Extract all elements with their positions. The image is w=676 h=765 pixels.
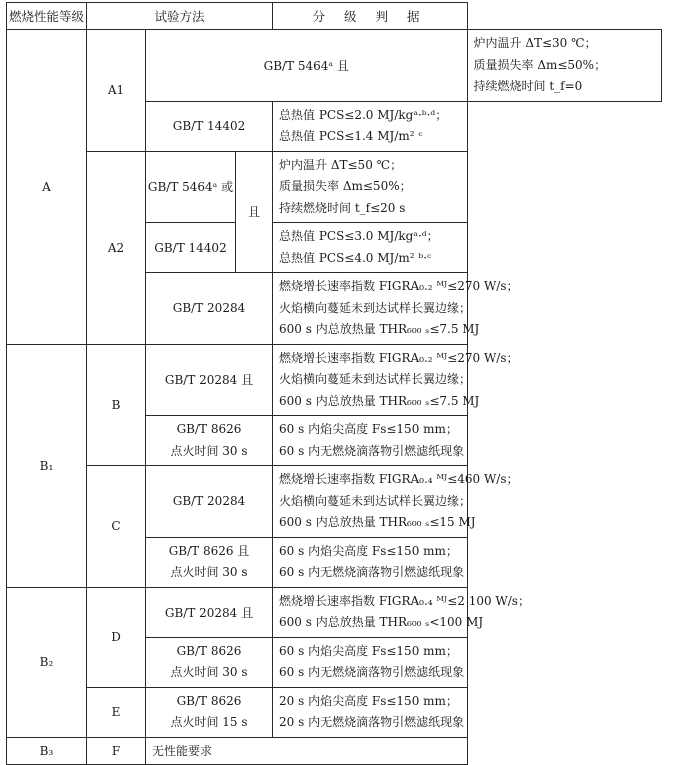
- method-cell: [146, 537, 273, 587]
- method-cell: [146, 416, 273, 466]
- grade-cell-a: A: [7, 30, 87, 345]
- table-row: [7, 737, 662, 764]
- criteria-line: 60 s 内焰尖高度 Fs≤150 mm；: [279, 422, 458, 436]
- criteria-cell: [273, 273, 519, 345]
- criteria-line: 总热值 PCS≤2.0 MJ/kgᵃ·ᵇ·ᵈ；: [279, 107, 448, 122]
- criteria-line: 60 s 内无燃烧滴落物引燃滤纸现象: [279, 565, 465, 579]
- criteria-cell: [273, 223, 467, 273]
- criteria-line: 60 s 内无燃烧滴落物引燃滤纸现象: [279, 443, 465, 458]
- grade-cell-b1: B₁: [7, 344, 87, 587]
- criteria-cell: [273, 637, 467, 687]
- subgrade-cell-f: F: [87, 737, 146, 764]
- criteria-line: 炉内温升 ΔT≤50 ℃；: [279, 157, 403, 172]
- method-line: 点火时间 30 s: [170, 665, 248, 679]
- criteria-line: 燃烧增长速率指数 FIGRA₀.₄ ᴹᴶ≤2 100 W/s；: [279, 593, 530, 608]
- table-row: [7, 466, 662, 538]
- subgrade-cell-a2: A2: [87, 151, 146, 344]
- method-cell: GB/T 14402: [146, 101, 273, 151]
- header-method: 试验方法: [87, 3, 273, 30]
- table-row: [7, 30, 662, 102]
- criteria-line: 燃烧增长速率指数 FIGRA₀.₂ ᴹᴶ≤270 W/s；: [279, 279, 519, 293]
- criteria-cell: [273, 101, 467, 151]
- criteria-line: 60 s 内焰尖高度 Fs≤150 mm；: [279, 543, 458, 558]
- method-cell: GB/T 20284 且: [146, 587, 273, 637]
- method-cell: GB/T 5464ᵃ 或: [146, 151, 236, 223]
- method-line: GB/T 8626: [176, 693, 242, 708]
- criteria-line: 燃烧增长速率指数 FIGRA₀.₂ ᴹᴶ≤270 W/s；: [279, 350, 519, 365]
- criteria-cell: [273, 537, 467, 587]
- no-requirement-cell: 无性能要求: [146, 737, 468, 764]
- criteria-line: 火焰横向蔓延未到达试样长翼边缘；: [279, 372, 472, 386]
- criteria-line: 燃烧增长速率指数 FIGRA₀.₄ ᴹᴶ≤460 W/s；: [279, 472, 519, 486]
- method-line: GB/T 8626: [176, 422, 242, 436]
- table-row: [7, 687, 662, 737]
- method-cell: GB/T 20284: [146, 466, 273, 538]
- header-grade: 燃烧性能等级: [7, 3, 87, 30]
- criteria-line: 20 s 内无燃烧滴落物引燃滤纸现象: [279, 715, 465, 729]
- and-connector-cell: 且: [236, 151, 273, 273]
- method-line: 点火时间 30 s: [170, 565, 248, 579]
- criteria-cell: [273, 151, 467, 223]
- method-cell: [146, 687, 273, 737]
- method-cell: GB/T 20284 且: [146, 344, 273, 416]
- criteria-line: 600 s 内总放热量 THR₆₀₀ ₛ≤7.5 MJ: [279, 393, 480, 408]
- criteria-line: 600 s 内总放热量 THR₆₀₀ ₛ<100 MJ: [279, 615, 484, 629]
- method-cell: GB/T 14402: [146, 223, 236, 273]
- criteria-line: 60 s 内无燃烧滴落物引燃滤纸现象: [279, 665, 465, 679]
- method-line: GB/T 8626 且: [168, 543, 250, 558]
- criteria-line: 60 s 内焰尖高度 Fs≤150 mm；: [279, 643, 458, 658]
- method-line: 点火时间 30 s: [170, 443, 248, 458]
- method-cell: GB/T 5464ᵃ 且: [146, 30, 468, 102]
- method-cell: [146, 637, 273, 687]
- criteria-line: 炉内温升 ΔT≤30 ℃；: [473, 36, 597, 50]
- criteria-line: 总热值 PCS≤4.0 MJ/m² ᵇ·ᶜ: [279, 250, 432, 265]
- fire-classification-table: [6, 2, 662, 765]
- header-criteria: 分 级 判 据: [273, 3, 467, 30]
- grade-cell-b3: B₃: [7, 737, 87, 764]
- header-row: [7, 3, 662, 30]
- criteria-line: 600 s 内总放热量 THR₆₀₀ ₛ≤7.5 MJ: [279, 322, 480, 336]
- criteria-line: 总热值 PCS≤3.0 MJ/kgᵃ·ᵈ；: [279, 229, 439, 243]
- subgrade-cell-e: E: [87, 687, 146, 737]
- criteria-line: 600 s 内总放热量 THR₆₀₀ ₛ≤15 MJ: [279, 515, 476, 529]
- table-row: [7, 344, 662, 416]
- subgrade-cell-b: B: [87, 344, 146, 466]
- criteria-line: 20 s 内焰尖高度 Fs≤150 mm；: [279, 693, 458, 708]
- criteria-line: 火焰横向蔓延未到达试样长翼边缘；: [279, 493, 472, 508]
- criteria-cell: [273, 687, 467, 737]
- criteria-line: 质量损失率 Δm≤50%；: [279, 179, 412, 193]
- criteria-line: 持续燃烧时间 t_f≤20 s: [279, 200, 406, 215]
- criteria-cell: [273, 587, 530, 637]
- method-line: GB/T 8626: [176, 643, 242, 658]
- criteria-cell: [467, 30, 662, 102]
- criteria-cell: [273, 416, 467, 466]
- subgrade-cell-a1: A1: [87, 30, 146, 152]
- criteria-line: 质量损失率 Δm≤50%；: [473, 57, 607, 72]
- criteria-cell: [273, 344, 519, 416]
- method-cell: GB/T 20284: [146, 273, 273, 345]
- criteria-line: 火焰横向蔓延未到达试样长翼边缘；: [279, 300, 472, 315]
- criteria-cell: [273, 466, 519, 538]
- table-row: [7, 587, 662, 637]
- criteria-line: 持续燃烧时间 t_f=0: [473, 79, 583, 93]
- subgrade-cell-d: D: [87, 587, 146, 687]
- grade-cell-b2: B₂: [7, 587, 87, 737]
- table-row: [7, 151, 662, 223]
- subgrade-cell-c: C: [87, 466, 146, 588]
- method-line: 点火时间 15 s: [170, 715, 248, 729]
- criteria-line: 总热值 PCS≤1.4 MJ/m² ᶜ: [279, 129, 423, 143]
